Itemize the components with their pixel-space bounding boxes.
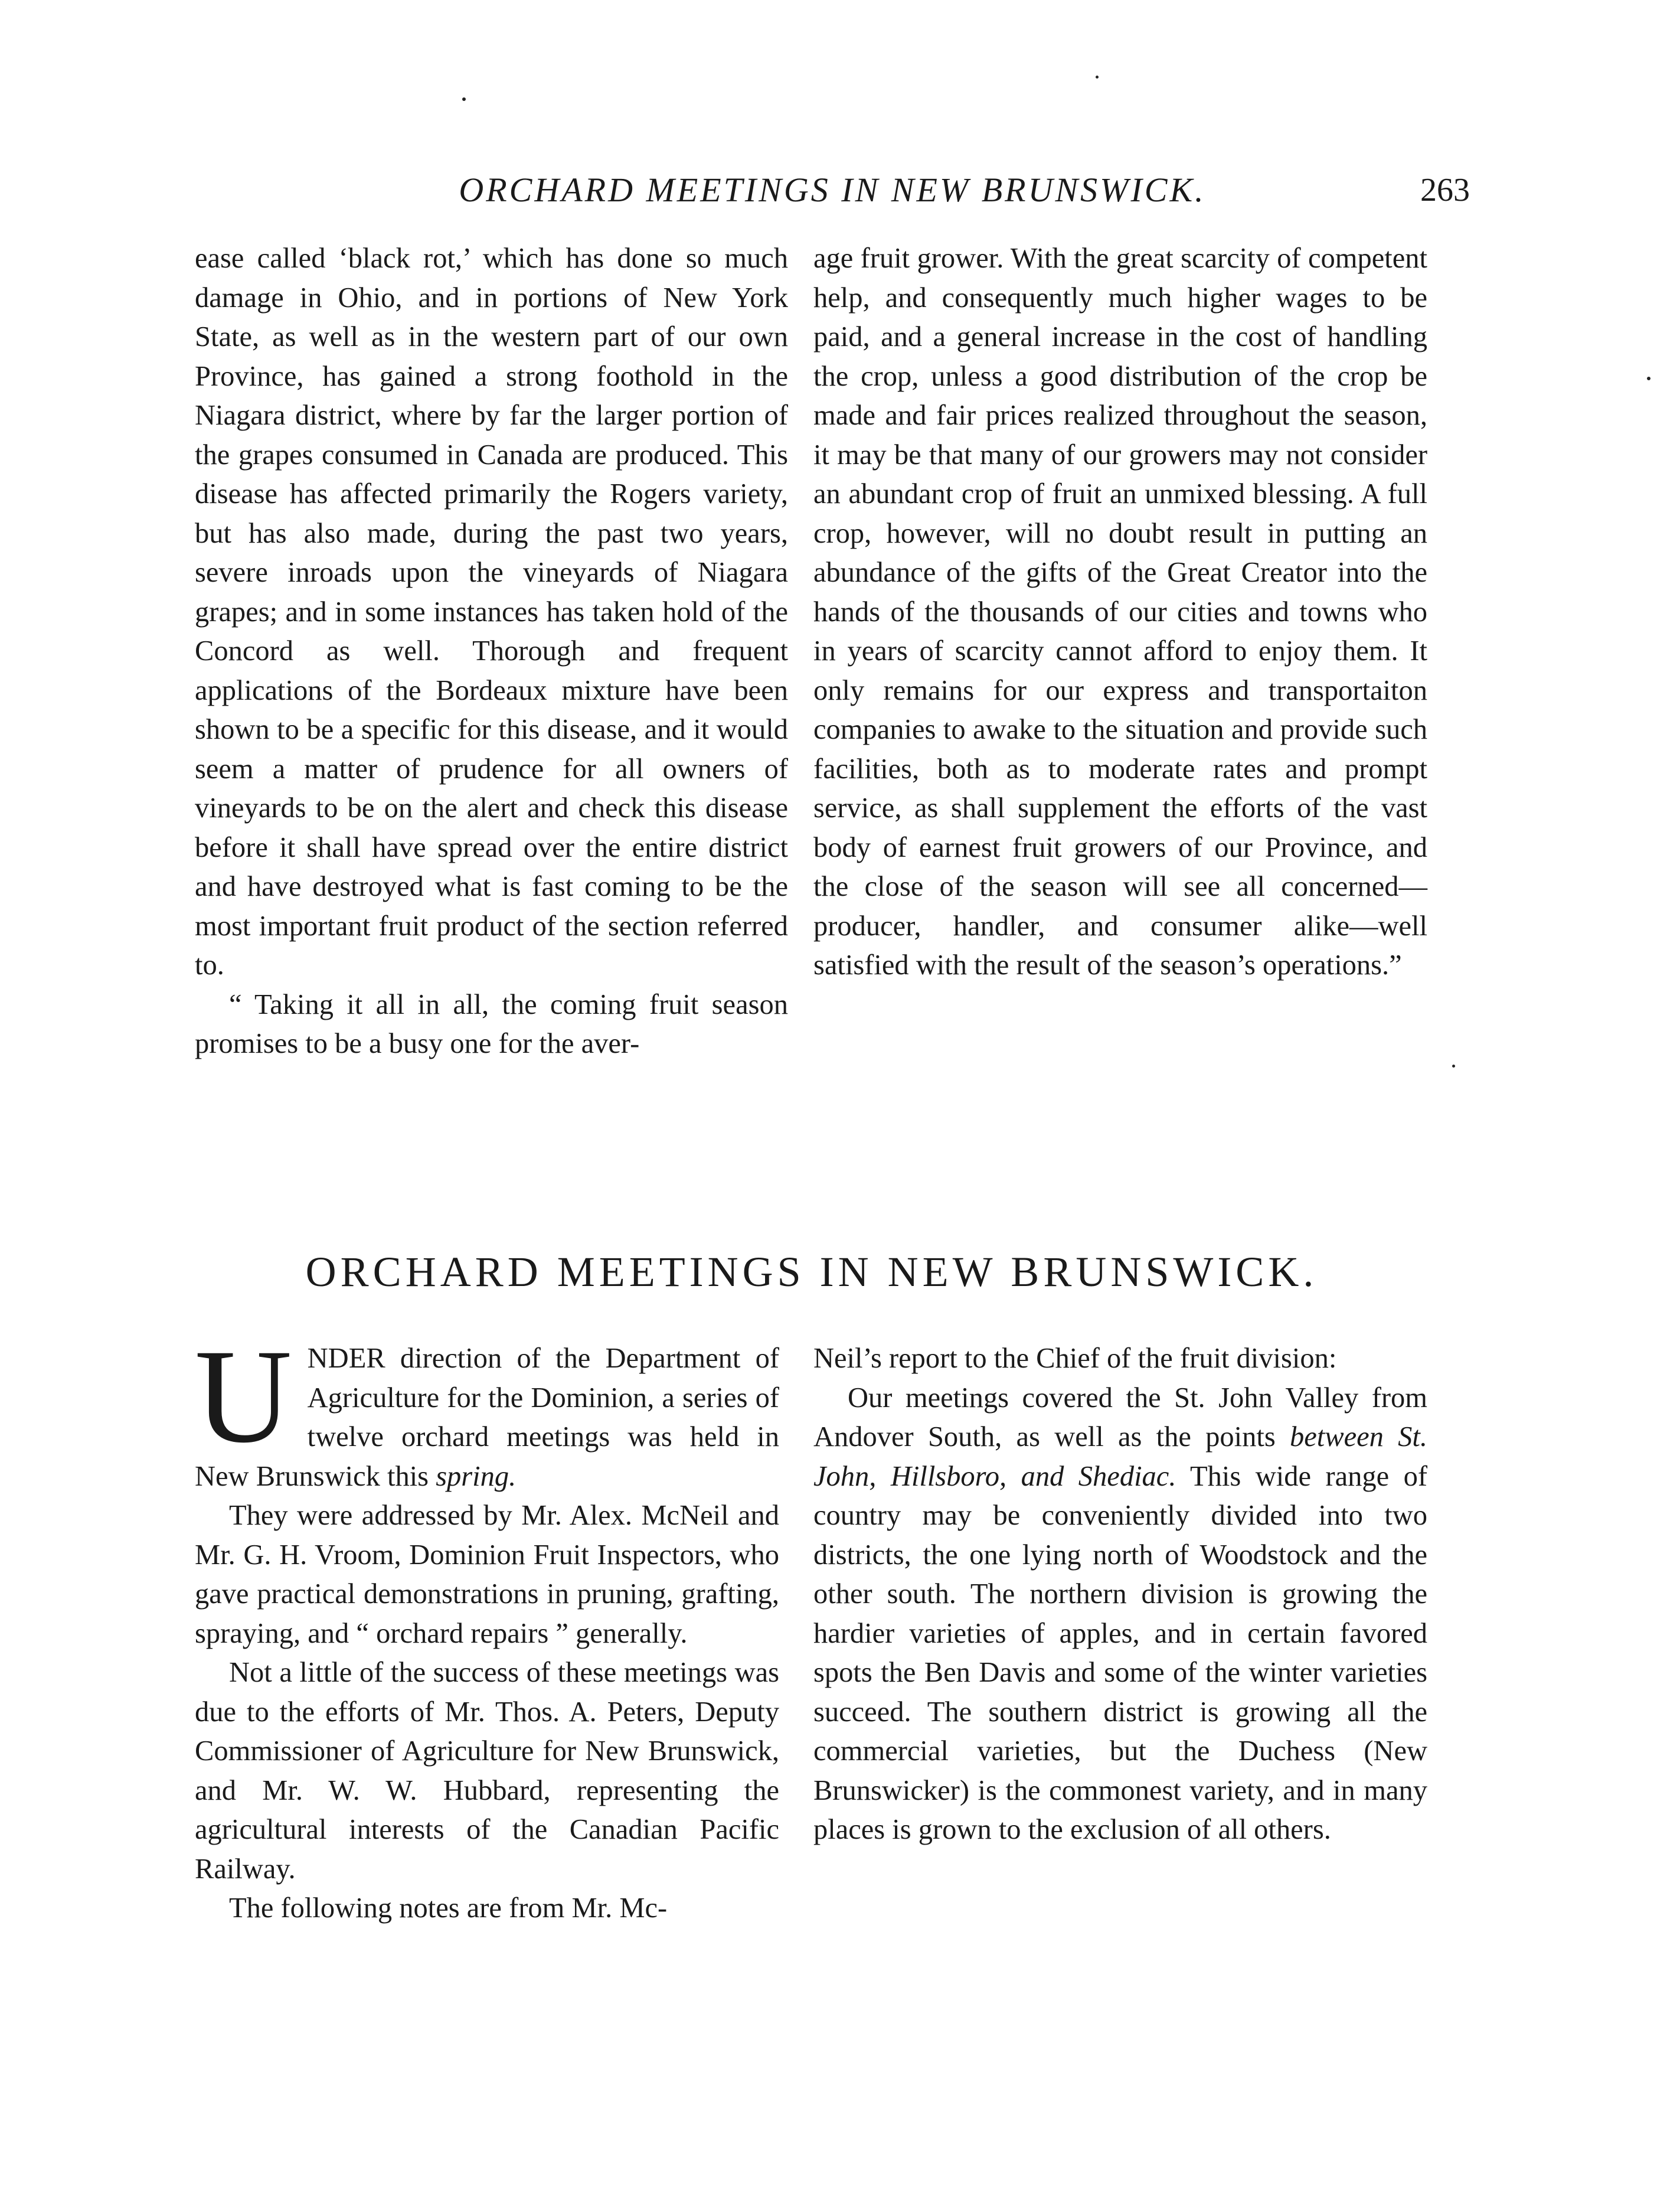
paragraph: ease called ‘black rot,’ which has done so much damage in Ohio, and in portions of New York State, as well as in the western part of our own Province, has gained a strong foothold in the Niagara district, where by far the larger portion of the grapes consumed in Canada are produced. This disease has affected primarily the Rogers variety, but has also made, during the past two years, severe inroads upon the vineyards of Niagara grapes; and in some instances has taken hold of the Concord as well. Thorough and frequent applications of the Bordeaux mixture have been shown to be a specific for this disease, and it would seem a matter of prudence for all owners of vineyards to be on the alert and check this disease before it shall have spread over the entire district and have destroyed what is fast coming to be the most important fruit product of the section referred to.	[195, 243, 788, 981]
paragraph: The following notes are from Mr. Mc-	[229, 1892, 668, 1924]
continued-text-left-column	[195, 239, 788, 1064]
article-right-column	[813, 1339, 1427, 1850]
running-head	[195, 167, 1470, 214]
paragraph-text: NDER direction of the Department of Agriculture for the Dominion, a series of twelve orchard meetings was held in New Brunswick this	[195, 1343, 779, 1492]
italic-text: spring.	[436, 1460, 517, 1492]
print-speck	[1647, 377, 1650, 380]
paragraph	[195, 1322, 779, 1496]
continued-text-right-column	[813, 239, 1427, 985]
drop-cap: U	[195, 1322, 292, 1471]
print-speck	[1452, 1065, 1455, 1068]
paragraph: “ Taking it all in all, the coming fruit season promises to be a busy one for the aver-	[195, 988, 788, 1059]
print-speck	[462, 97, 466, 101]
article-title: ORCHARD MEETINGS IN NEW BRUNSWICK.	[305, 1248, 1318, 1295]
paragraph: age fruit grower. With the great scarcity of competent help, and consequently much higher wages to be paid, and a general increase in the cost of handling the crop, unless a good distribution of the crop be made and fair prices realized throughout the season, it may be that many of our growers may not consider an abundant crop of fruit an unmixed blessing. A full crop, however, will no doubt result in putting an abundance of the gifts of the Great Creator into the hands of the thousands of our cities and towns who in years of scarcity cannot afford to enjoy them. It only remains for our express and transportaiton companies to awake to the situation and provide such facilities, both as to moderate rates and prompt service, as shall supplement the efforts of the vast body of earnest fruit growers of our Province, and the close of the season will see all concerned—producer, handler, and consumer alike—well satisfied with the result of the season’s operations.”	[813, 243, 1427, 981]
paragraph	[813, 1379, 1427, 1850]
paragraph: They were addressed by Mr. Alex. McNeil and Mr. G. H. Vroom, Dominion Fruit Inspectors, who gave practical demonstrations in pruning, grafting, spraying, and “ orchard repairs ” generally.	[195, 1500, 779, 1649]
print-speck	[1096, 76, 1099, 79]
italic-text: between St. John, Hillsboro, and Shediac.	[813, 1421, 1427, 1492]
page-number: 263	[1420, 172, 1470, 208]
paragraph-text: This wide range of country may be conveniently divided into two districts, the one lying north of Woodstock and the other south. The northern division is growing the hardier varieties of apples, and in certain favored spots the Ben Davis and some of the winter varieties succeed. The southern district is growing all the commercial varieties, but the Duchess (New Brunswicker) is the commonest variety, and in many places is grown to the exclusion of all others.	[813, 1460, 1428, 1845]
paragraph: Neil’s report to the Chief of the fruit division:	[813, 1343, 1337, 1374]
paragraph-text: Our meetings covered the St. John Valley from Andover South, as well as the points	[813, 1382, 1427, 1453]
paragraph: Not a little of the success of these meetings was due to the efforts of Mr. Thos. A. Peters, Deputy Commissioner of Agriculture for New Brunswick, and Mr. W. W. Hubbard, representing the agricultural interests of the Canadian Pacific Railway.	[195, 1657, 779, 1885]
running-title: ORCHARD MEETINGS IN NEW BRUNSWICK.	[459, 171, 1206, 209]
article-left-column	[195, 1322, 779, 1928]
